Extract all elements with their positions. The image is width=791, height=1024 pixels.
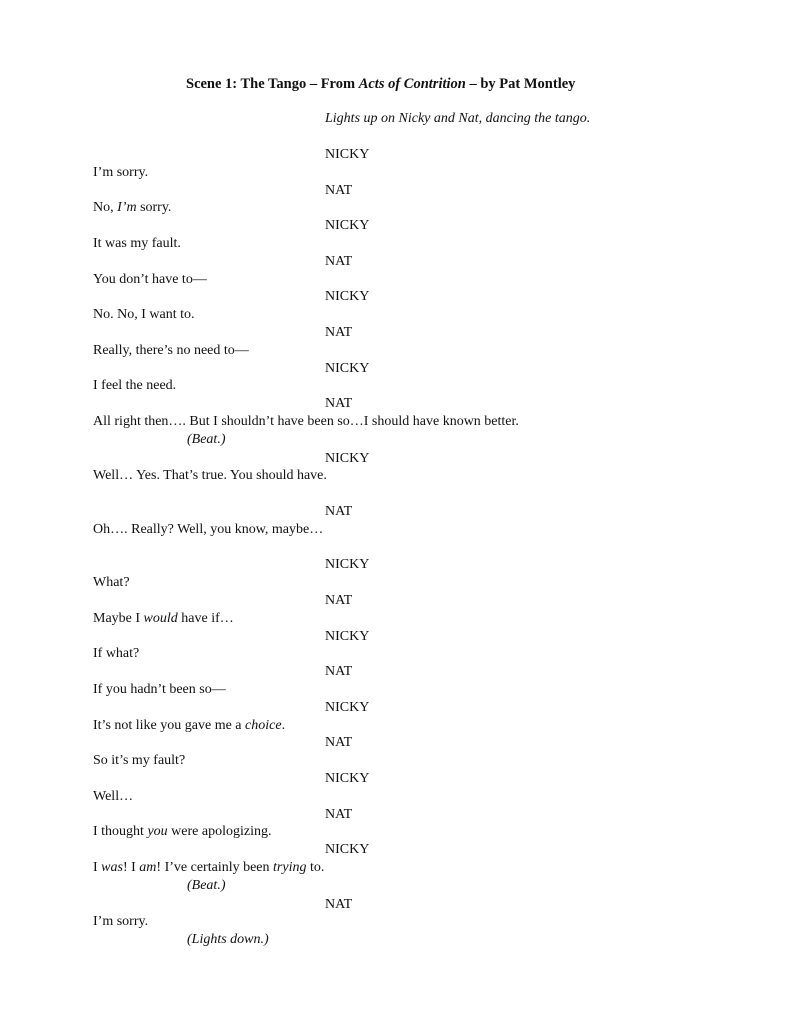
- dialogue-line: [93, 859, 324, 877]
- title-suffix: – by Pat Montley: [465, 76, 576, 92]
- dialogue-text: I thought: [93, 824, 148, 839]
- speaker-name: NAT: [325, 735, 353, 750]
- dialogue-emphasis: would: [143, 611, 178, 626]
- dialogue-text: It’s not like you gave me a: [93, 718, 246, 733]
- dialogue-line: You don’t have to—: [93, 272, 207, 287]
- dialogue-emphasis: I’m: [117, 200, 137, 215]
- speaker-name: NAT: [325, 254, 353, 269]
- dialogue-line: No. No, I want to.: [93, 307, 195, 322]
- speaker-name: NICKY: [325, 218, 370, 233]
- speaker-name: NAT: [325, 807, 353, 822]
- dialogue-line: If what?: [93, 646, 140, 661]
- dialogue-line: Really, there’s no need to—: [93, 343, 249, 358]
- speaker-name: NICKY: [325, 289, 370, 304]
- speaker-name: NAT: [325, 325, 353, 340]
- speaker-name: NICKY: [325, 451, 370, 466]
- speaker-name: NAT: [325, 593, 353, 608]
- scene-title: [186, 75, 575, 93]
- speaker-name: NAT: [325, 183, 353, 198]
- speaker-name: NICKY: [325, 842, 370, 857]
- dialogue-text: ! I: [122, 860, 140, 875]
- dialogue-line: [93, 717, 285, 735]
- dialogue-emphasis: was: [101, 860, 123, 875]
- dialogue-line: [93, 610, 234, 628]
- speaker-name: NAT: [325, 897, 353, 912]
- dialogue-text: sorry.: [136, 200, 172, 215]
- speaker-name: NAT: [325, 664, 353, 679]
- speaker-name: NICKY: [325, 700, 370, 715]
- dialogue-line: [93, 823, 271, 841]
- dialogue-line: Well…: [93, 789, 134, 804]
- stage-direction-beat: (Beat.): [187, 432, 226, 447]
- dialogue-text: .: [281, 718, 286, 733]
- dialogue-line: So it’s my fault?: [93, 753, 186, 768]
- dialogue-emphasis: am: [139, 860, 157, 875]
- dialogue-line: I’m sorry.: [93, 165, 149, 180]
- title-play-name: Acts of Contrition: [358, 76, 466, 92]
- speaker-name: NAT: [325, 396, 353, 411]
- dialogue-text: to.: [306, 860, 325, 875]
- stage-direction-open: Lights up on Nicky and Nat, dancing the tango.: [325, 111, 591, 126]
- dialogue-text: have if…: [177, 611, 234, 626]
- speaker-name: NICKY: [325, 361, 370, 376]
- dialogue-line: If you hadn’t been so—: [93, 682, 226, 697]
- dialogue-line: It was my fault.: [93, 236, 181, 251]
- speaker-name: NICKY: [325, 771, 370, 786]
- dialogue-line: All right then…. But I shouldn’t have been so…I should have known better.: [93, 414, 519, 429]
- dialogue-line: Well… Yes. That’s true. You should have.: [93, 468, 327, 483]
- dialogue-emphasis: you: [147, 824, 168, 839]
- speaker-name: NICKY: [325, 629, 370, 644]
- stage-direction-closing: (Lights down.): [187, 932, 269, 947]
- dialogue-text: ! I’ve certainly been: [156, 860, 274, 875]
- dialogue-text: were apologizing.: [167, 824, 272, 839]
- dialogue-emphasis: choice: [245, 718, 282, 733]
- dialogue-line: I’m sorry.: [93, 914, 149, 929]
- dialogue-line: I feel the need.: [93, 378, 177, 393]
- dialogue-line: [93, 199, 171, 217]
- speaker-name: NAT: [325, 504, 353, 519]
- stage-direction-beat: (Beat.): [187, 878, 226, 893]
- dialogue-emphasis: trying: [273, 860, 307, 875]
- speaker-name: NICKY: [325, 557, 370, 572]
- dialogue-line: Oh…. Really? Well, you know, maybe…: [93, 522, 324, 537]
- dialogue-line: What?: [93, 575, 130, 590]
- title-prefix: Scene 1: The Tango – From: [186, 76, 359, 92]
- dialogue-text: No,: [93, 200, 118, 215]
- dialogue-text: I: [93, 860, 102, 875]
- dialogue-text: Maybe I: [93, 611, 144, 626]
- speaker-name: NICKY: [325, 147, 370, 162]
